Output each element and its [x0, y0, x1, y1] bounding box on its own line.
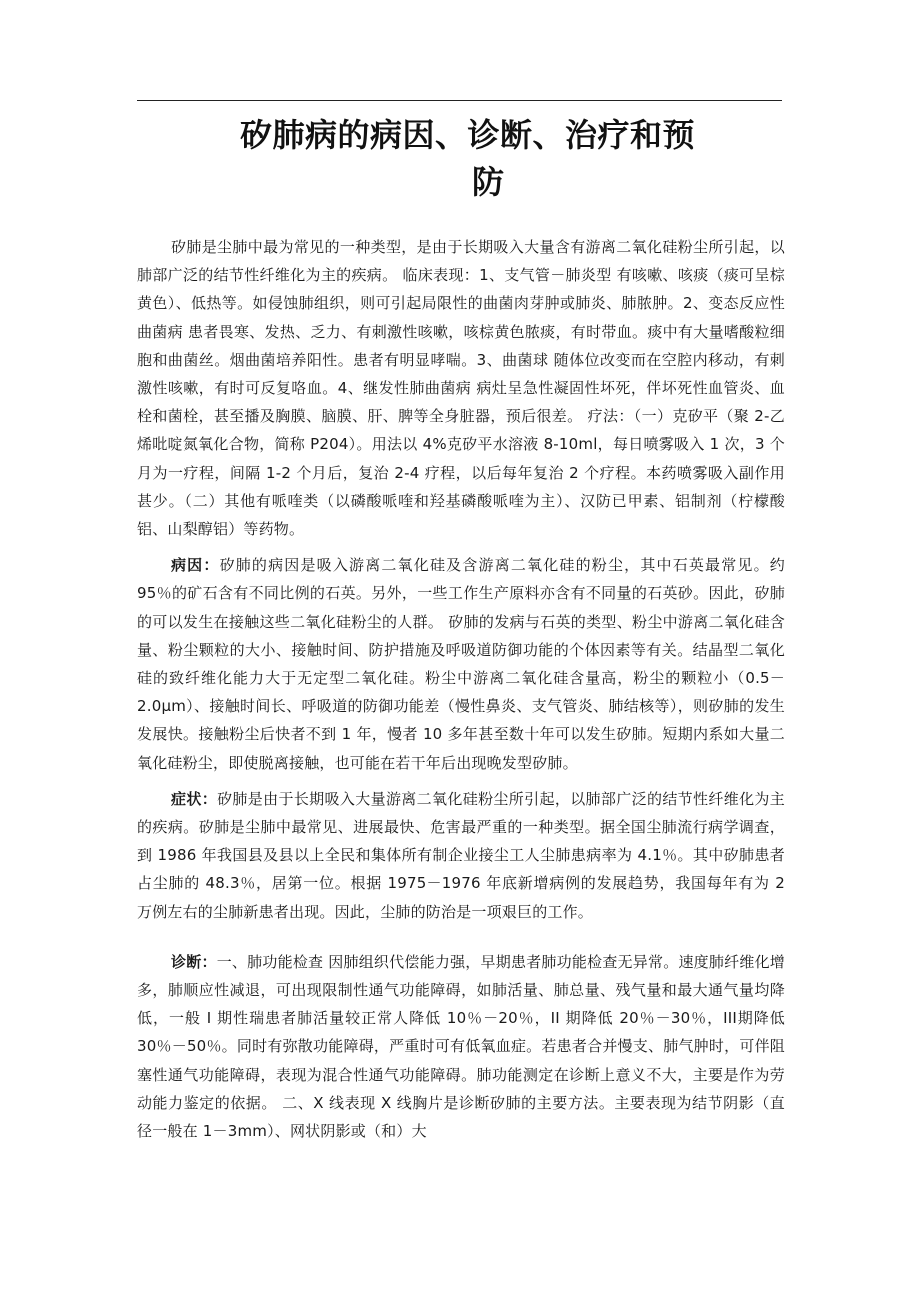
paragraph-cause-text: 矽肺的病因是吸入游离二氧化硅及含游离二氧化硅的粉尘，其中石英最常见。约 95％的矿石含有不同比例的石英。另外，一些工作生产原料亦含有不同量的石英砂。因此，矽肺的可以发生在接触这些二氧化硅粉尘的人群。 矽肺的发病与石英的类型、粉尘中游离二氧化硅含量、粉尘颗粒的大小、接触时间、防护措施及呼吸道防御功能的个体因素等有关。结晶型二氧化硅的致纤维化能力大于无定型二氧化硅。粉尘中游离二氧化硅含量高，粉尘的颗粒小（0.5－2.0μm）、接触时间长、呼吸道的防御功能差（慢性鼻炎、支气管炎、肺结核等），则矽肺的发生发展快。接触粉尘后快者不到 1 年，慢者 10 多年甚至数十年可以发生矽肺。短期内系如大量二氧化硅粉尘，即使脱离接触，也可能在若干年后出现晚发型矽肺。 — [137, 556, 785, 772]
paragraph-diagnosis — [137, 948, 785, 1145]
paragraph-symptoms — [137, 785, 785, 926]
paragraph-intro-text: 矽肺是尘肺中最为常见的一种类型，是由于长期吸入大量含有游离二氧化硅粉尘所引起，以肺部广泛的结节性纤维化为主的疾病。 临床表现：1、支气管－肺炎型 有咳嗽、咳痰（痰可呈棕黄色）、低热等。如侵蚀肺组织，则可引起局限性的曲菌肉芽肿或肺炎、肺脓肿。2、变态反应性曲菌病 患者畏寒、发热、乏力、有刺激性咳嗽，咳棕黄色脓痰，有时带血。痰中有大量嗜酸粒细胞和曲菌丝。烟曲菌培养阳性。患者有明显哮喘。3、曲菌球 随体位改变而在空腔内移动，有刺激性咳嗽，有时可反复咯血。4、继发性肺曲菌病 病灶呈急性凝固性坏死，伴坏死性血管炎、血栓和菌栓，甚至播及胸膜、脑膜、肝、脾等全身脏器，预后很差。 疗法：（一）克矽平（聚 2-乙烯吡啶氮氧化合物，简称 P204）。用法以 4%克矽平水溶液 8-10ml，每日喷雾吸入 1 次，3 个月为一疗程，间隔 1-2 个月后，复治 2-4 疗程，以后每年复治 2 个疗程。本药喷雾吸入副作用甚少。（二）其他有哌喹类（以磷酸哌喹和羟基磷酸哌喹为主）、汉防已甲素、铝制剂（柠檬酸铝、山梨醇铝）等药物。 — [137, 238, 785, 539]
paragraph-cause — [137, 551, 785, 777]
document-title — [240, 112, 785, 206]
paragraph-symptoms-heading: 症状： — [171, 789, 218, 808]
paragraph-cause-heading: 病因： — [171, 556, 220, 575]
title-line-1: 矽肺病的病因、诊断、治疗和预 — [240, 116, 696, 154]
header-rule — [137, 100, 782, 101]
document-body — [137, 233, 785, 1153]
paragraph-symptoms-text: 矽肺是由于长期吸入大量游离二氧化硅粉尘所引起，以肺部广泛的结节性纤维化为主的疾病。矽肺是尘肺中最常见、进展最快、危害最严重的一种类型。据全国尘肺流行病学调查，到 1986 年我国县及县以上全民和集体所有制企业接尘工人尘肺患病率为 4.1％。其中矽肺患者占尘肺的 48.3％，居第一位。根据 1975－1976 年底新增病例的发展趋势，我国每年有为 2 万例左右的尘肺新患者出现。因此，尘肺的防治是一项艰巨的工作。 — [137, 789, 785, 921]
paragraph-diagnosis-heading: 诊断： — [171, 952, 217, 971]
paragraph-diagnosis-text: 一、肺功能检查 因肺组织代偿能力强，早期患者肺功能检查无异常。速度肺纤维化增多，肺顺应性减退，可出现限制性通气功能障碍，如肺活量、肺总量、残气量和最大通气量均降低，一般 I 期性瑞患者肺活量较正常人降低 10％－20％，II 期降低 20％－30％，III期降低 30％－50％。同时有弥散功能障碍，严重时可有低氧血症。若患者合并慢支、肺气肿时，可伴阻塞性通气功能障碍，表现为混合性通气功能障碍。肺功能测定在诊断上意义不大，主要是作为劳动能力鉴定的依据。 二、X 线表现 X 线胸片是诊断矽肺的主要方法。主要表现为结节阴影（直径一般在 1－3mm）、网状阴影或（和）大 — [137, 952, 785, 1141]
paragraph-intro — [137, 233, 785, 543]
title-line-2: 防 — [472, 163, 505, 201]
